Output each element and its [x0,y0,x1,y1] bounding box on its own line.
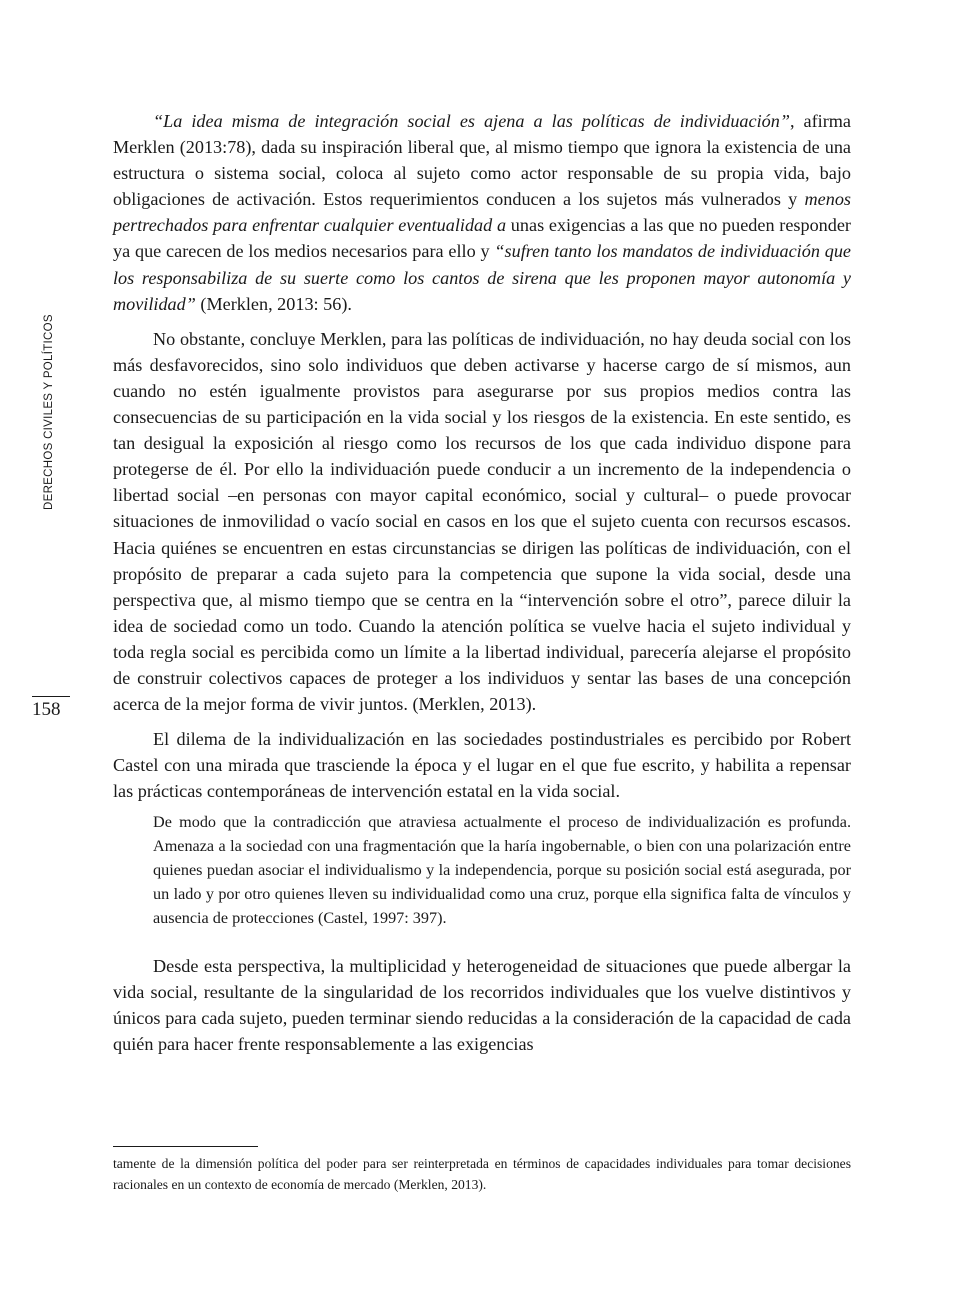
paragraph-1 [113,108,851,317]
quote-merklen-integracion: “La idea misma de integración social es ajena a las políticas de individuación” [153,111,790,131]
paragraph-1-text-a: , afirma Merklen (2013:78), dada su inspiración liberal que, al mismo tiempo que ignora la existencia de una estructura o sistema social, coloca al sujeto como actor responsable de su propia vida, bajo obligaciones de activación. Estos requerimientos conducen a los sujetos más vulnerados y [113,111,852,210]
quote-menos-pertrechados: menos pertrechados para enfrentar cualquier eventualidad a [113,189,851,236]
paragraph-2: No obstante, concluye Merklen, para las políticas de individuación, no hay deuda social con los más desfavorecidos, sino solo individuos que deben activarse y hacerse cargo de sí mismos, aun cuando no estén igualmente provistos para asegurarse por sus propios medios contra las consecuencias de su participación en la vida social y los riesgos de la existencia. En este sentido, es tan desigual la exposición al riesgo como los recursos de los que cada individuo dispone para protegerse de él. Por ello la individuación puede conducir a un incremento de la independencia o libertad social –en personas con mayor capital económico, social y cultural– o puede provocar situaciones de inmovilidad o vacío social en casos en los que el sujeto cuenta con recursos escasos. Hacia quiénes se encuentren en estas circunstancias se dirigen las políticas de individuación, con el propósito de preparar a cada sujeto para la competencia que supone la vida social, desde una perspectiva que, al mismo tiempo que se centra en la “intervención sobre el otro”, parece diluir la idea de sociedad como un todo. Cuando la atención política se vuelve hacia el sujeto individual y toda regla social es percibida como un límite a la libertad individual, parecería alejarse el propósito de construir colectivos capaces de proteger a los individuos y sentar las bases de una concepción acerca de la mejor forma de vivir juntos. (Merklen, 2013). [113,328,851,715]
running-header: DERECHOS CIVILES Y POLÍTICOS [43,314,55,510]
footnote-rule [113,1146,258,1147]
paragraph-3: El dilema de la individualización en las sociedades postindustriales es percibido por Robert Castel con una mirada que trasciende la época y el lugar en el que fue escrito, y habilita a repensar las prácticas contemporáneas de intervención estatal en la vida social. [113,729,851,802]
quote-sufren-tanto: “sufren tanto los mandatos de individuación que los responsabiliza de su suerte como los cantos de sirena que les proponen mayor autonomía y movilidad” [113,241,851,314]
page-number: 158 [32,699,61,720]
paragraph-1-text-c: (Merklen, 2013: 56). [195,293,352,314]
paragraph-4: Desde esta perspectiva, la multiplicidad y heterogeneidad de situaciones que puede albergar la vida social, resultante de la singularidad de los recorridos individuales que los vuelve distintivos y únicos para cada sujeto, pueden terminar siendo reducidas a la consideración de la capacidad de cada quién para hacer frente responsablemente a las exigencias [113,955,851,1055]
body-text [113,108,851,1057]
page-number-rule [32,696,70,697]
block-quote-castel: De modo que la contradicción que atraviesa actualmente el proceso de individualización es profunda. Amenaza a la sociedad con una fragmentación que la haría ingobernable, o bien con una polarización entre quienes puedan asociar el individualismo y la independencia, porque su posición social está asegurada, por un lado y por otro quienes lleven su individualidad como una cruz, porque ella significa falta de vínculos y ausencia de protecciones (Castel, 1997: 397). [153,813,851,928]
paragraph-1-text-b: unas exigencias a las que no pueden responder ya que carecen de los medios necesarios para ello y [113,215,851,262]
footnote: tamente de la dimensión política del poder para ser reinterpretada en términos de capacidades individuales para tomar decisiones racionales en un contexto de economía de mercado (Merklen, 2013). [113,1156,851,1192]
